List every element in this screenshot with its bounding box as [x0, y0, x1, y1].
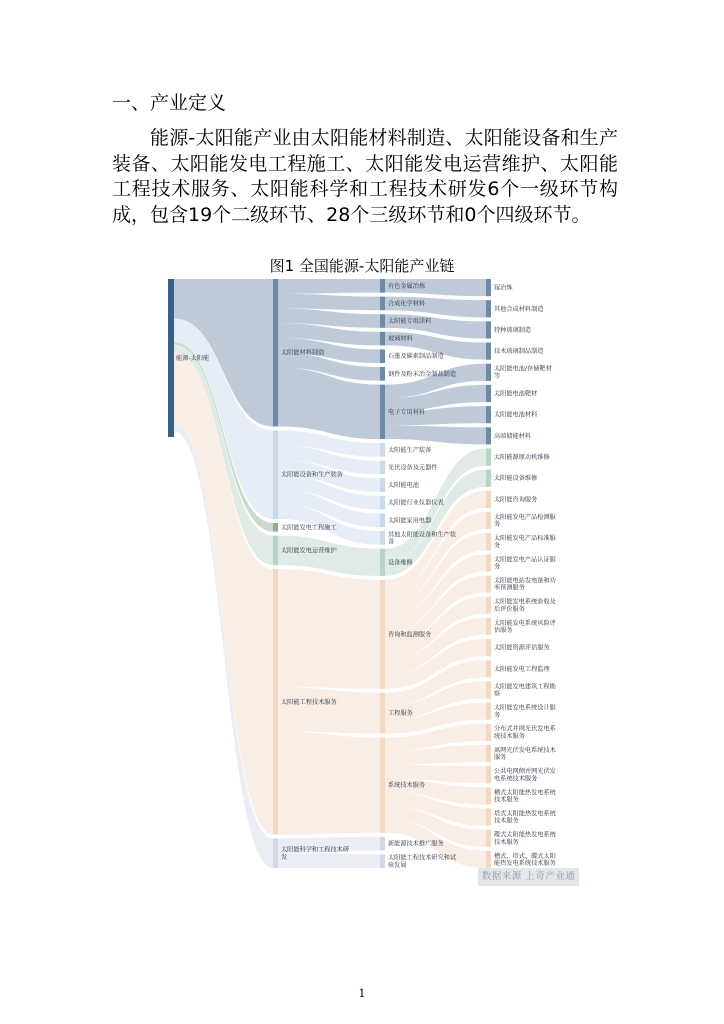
- level2-label: 工程服务: [388, 710, 413, 718]
- level3-label: 槽式太阳能热发电系统: [494, 789, 556, 797]
- level3-node: [486, 808, 491, 825]
- level3-label: 太阳能设备维修: [494, 475, 538, 483]
- level2-node: [380, 513, 385, 527]
- level3-node: [486, 703, 491, 720]
- level1-node: [273, 536, 278, 565]
- level2-node: [380, 332, 385, 346]
- level2-label: 太阳能专用涂料: [388, 318, 432, 326]
- flow-level1-to-level2: [278, 569, 380, 689]
- level1-label: 太阳能发电工程施工: [281, 524, 337, 532]
- level3-label: 太阳能发电系统设计服: [494, 704, 556, 712]
- level3-node: [486, 660, 491, 677]
- level2-node: [380, 531, 385, 545]
- level3-label: 槽式、塔式、碟式太阳: [494, 852, 556, 860]
- level3-node: [486, 343, 491, 360]
- level3-node: [486, 766, 491, 783]
- flow-level1-to-level2: [278, 853, 380, 868]
- level3-node: [486, 491, 491, 508]
- level3-label: 分布式并网光伏发电系: [494, 725, 556, 733]
- level2-label: 光伏设备及元器件: [388, 464, 438, 472]
- definition-paragraph: 能源-太阳能产业由太阳能材料制造、太阳能设备和生产装备、太阳能发电工程施工、太阳能发电运营维护、太阳能工程技术服务、太阳能科学和工程技术研发6个一级环节构成，包含19个二级环节、28个三级环节和0个四级环节。: [112, 127, 618, 226]
- level2-node: [380, 297, 385, 311]
- level1-label: 太阳能工程技术服务: [281, 698, 337, 706]
- level2-label: 合成化学材料: [388, 300, 426, 308]
- level1-label: 太阳能科学和工程技术研: [281, 846, 350, 854]
- level2-node: [380, 314, 385, 328]
- level3-node: [486, 724, 491, 741]
- level2-node: [380, 496, 385, 510]
- level1-node: [273, 839, 278, 868]
- level2-node: [380, 580, 385, 689]
- level3-label: 务: [494, 563, 501, 571]
- level3-label: 太阳能源原动机维修: [494, 454, 550, 462]
- level3-label: 技术服务: [494, 817, 519, 825]
- level3-label: 高端储能材料: [494, 432, 532, 440]
- level3-node: [486, 787, 491, 804]
- level3-label: 后评价服务: [494, 605, 525, 613]
- level2-label: 太阳能电池: [388, 482, 419, 490]
- level2-label: 新能源技术推广服务: [388, 840, 444, 848]
- level2-label: 太阳能工程技术研究和试: [388, 854, 457, 862]
- level1-label: 太阳能设备和生产装备: [281, 471, 343, 479]
- level3-node: [486, 554, 491, 571]
- level3-node: [486, 681, 491, 698]
- data-source-badge: 数据来源 上奇产业通: [478, 868, 579, 886]
- level2-node: [380, 367, 385, 381]
- level2-label: 太阳能行业仪器仪表: [388, 499, 444, 507]
- level3-label: 电系统技术服务: [494, 775, 538, 783]
- level3-label: 太阳能发电产品标准服: [494, 535, 556, 543]
- level2-label: 其他太阳能设备和生产装: [388, 531, 457, 539]
- figure-title: 图1 全国能源-太阳能产业链: [269, 257, 455, 275]
- level3-label: 太阳能电池/存储靶材: [494, 365, 552, 373]
- level2-label: 咨询和监测服务: [388, 631, 432, 639]
- level3-label: 太阳能发电产品认证服: [494, 556, 556, 564]
- level3-node: [486, 321, 491, 338]
- level1-label: 太阳能发电运营维护: [281, 547, 337, 555]
- level3-label: 太阳能发电工程监理: [494, 665, 550, 673]
- level3-label: 镓冶炼: [494, 284, 513, 292]
- level2-node: [380, 349, 385, 363]
- level2-node: [380, 837, 385, 851]
- level3-label: 等: [494, 372, 501, 380]
- level3-label: 统技术服务: [494, 732, 525, 740]
- level1-label: 发: [281, 853, 288, 861]
- flow-level1-to-level2: [278, 731, 380, 834]
- level3-label: 技术服务: [494, 796, 519, 804]
- level2-node: [380, 478, 385, 492]
- level2-label: 太阳能生产装备: [388, 446, 432, 454]
- level2-node: [380, 549, 385, 576]
- level3-node: [486, 406, 491, 423]
- level2-label: 太阳能家用电器: [388, 517, 432, 525]
- level3-label: 太阳能电池靶材: [494, 390, 538, 398]
- level3-label: 太阳能电池材料: [494, 411, 538, 419]
- level3-label: 塔式太阳能热发电系统: [494, 810, 556, 818]
- level3-node: [486, 618, 491, 635]
- level2-node: [380, 461, 385, 475]
- level3-node: [486, 851, 491, 868]
- level3-node: [486, 385, 491, 402]
- level2-label: 设备维修: [388, 559, 413, 567]
- level3-label: 碟式太阳能热发电系统: [494, 831, 556, 839]
- level3-node: [486, 830, 491, 847]
- level3-label: 能热发电系统技术服务: [494, 860, 556, 868]
- level2-label: 钢件及粉末冶金制品制造: [388, 370, 457, 378]
- section-heading: 一、产业定义: [112, 92, 227, 114]
- level1-node: [273, 523, 278, 532]
- level1-node: [273, 430, 278, 518]
- level1-label: 太阳能材料制造: [281, 349, 325, 357]
- level3-label: 特种玻璃制造: [494, 326, 532, 334]
- level2-node: [380, 854, 385, 868]
- level3-node: [486, 576, 491, 593]
- level3-label: 务: [494, 711, 501, 719]
- level3-node: [486, 300, 491, 317]
- level2-node: [380, 385, 385, 439]
- level1-node: [273, 279, 278, 426]
- level3-label: 太阳能发电产品检测服: [494, 513, 556, 521]
- level3-label: 务: [494, 542, 501, 550]
- flow-level1-to-level2: [278, 687, 380, 733]
- page-number: 1: [358, 987, 366, 1000]
- level3-node: [486, 448, 491, 465]
- root-label: 能源-太阳能: [176, 355, 210, 362]
- level2-label: 验发展: [388, 861, 407, 869]
- level3-label: 其他合成材料制造: [494, 305, 544, 313]
- flow-level2-to-level3: [385, 425, 486, 444]
- level2-label: 备: [388, 538, 395, 546]
- level3-label: 察: [494, 690, 501, 698]
- level3-node: [486, 597, 491, 614]
- root-node: [168, 279, 174, 437]
- level3-label: 太阳能电站发电量和功: [494, 577, 556, 585]
- level2-node: [380, 693, 385, 734]
- level2-node: [380, 738, 385, 833]
- level3-label: 技术服务: [494, 838, 519, 846]
- level2-label: 电子专用材料: [388, 408, 426, 416]
- level2-node: [380, 279, 385, 293]
- level3-label: 太阳能发电建筑工程勘: [494, 683, 556, 691]
- level3-node: [486, 745, 491, 762]
- level3-node: [486, 533, 491, 550]
- level2-label: 石墨及碳素制品制造: [388, 353, 444, 361]
- level3-label: 离网光伏发电系统技术: [494, 746, 556, 754]
- level3-label: 太阳能资源评估服务: [494, 644, 550, 652]
- level3-node: [486, 512, 491, 529]
- flow-level1-to-level2: [278, 294, 380, 310]
- level3-label: 技术玻璃制品制造: [494, 348, 544, 356]
- level3-node: [486, 427, 491, 444]
- level1-node: [273, 569, 278, 834]
- level3-label: 太阳能发电系统验收及: [494, 598, 556, 606]
- level2-label: 有色金属冶炼: [388, 282, 426, 290]
- level3-label: 太阳能发电系统风险评: [494, 619, 556, 627]
- level2-label: 玻璃材料: [388, 335, 413, 343]
- level3-node: [486, 364, 491, 381]
- level2-node: [380, 443, 385, 457]
- level3-label: 太阳能咨询服务: [494, 496, 538, 504]
- level3-label: 估服务: [494, 627, 513, 635]
- level3-node: [486, 470, 491, 487]
- level3-label: 率预测服务: [494, 584, 525, 592]
- level3-node: [486, 279, 491, 296]
- level3-label: 公共电网侧并网光伏发: [494, 768, 556, 776]
- level3-label: 服务: [494, 754, 507, 762]
- flow-level1-to-level2: [278, 279, 380, 294]
- level2-label: 系统技术服务: [388, 782, 426, 790]
- level3-label: 务: [494, 521, 501, 529]
- level3-node: [486, 639, 491, 656]
